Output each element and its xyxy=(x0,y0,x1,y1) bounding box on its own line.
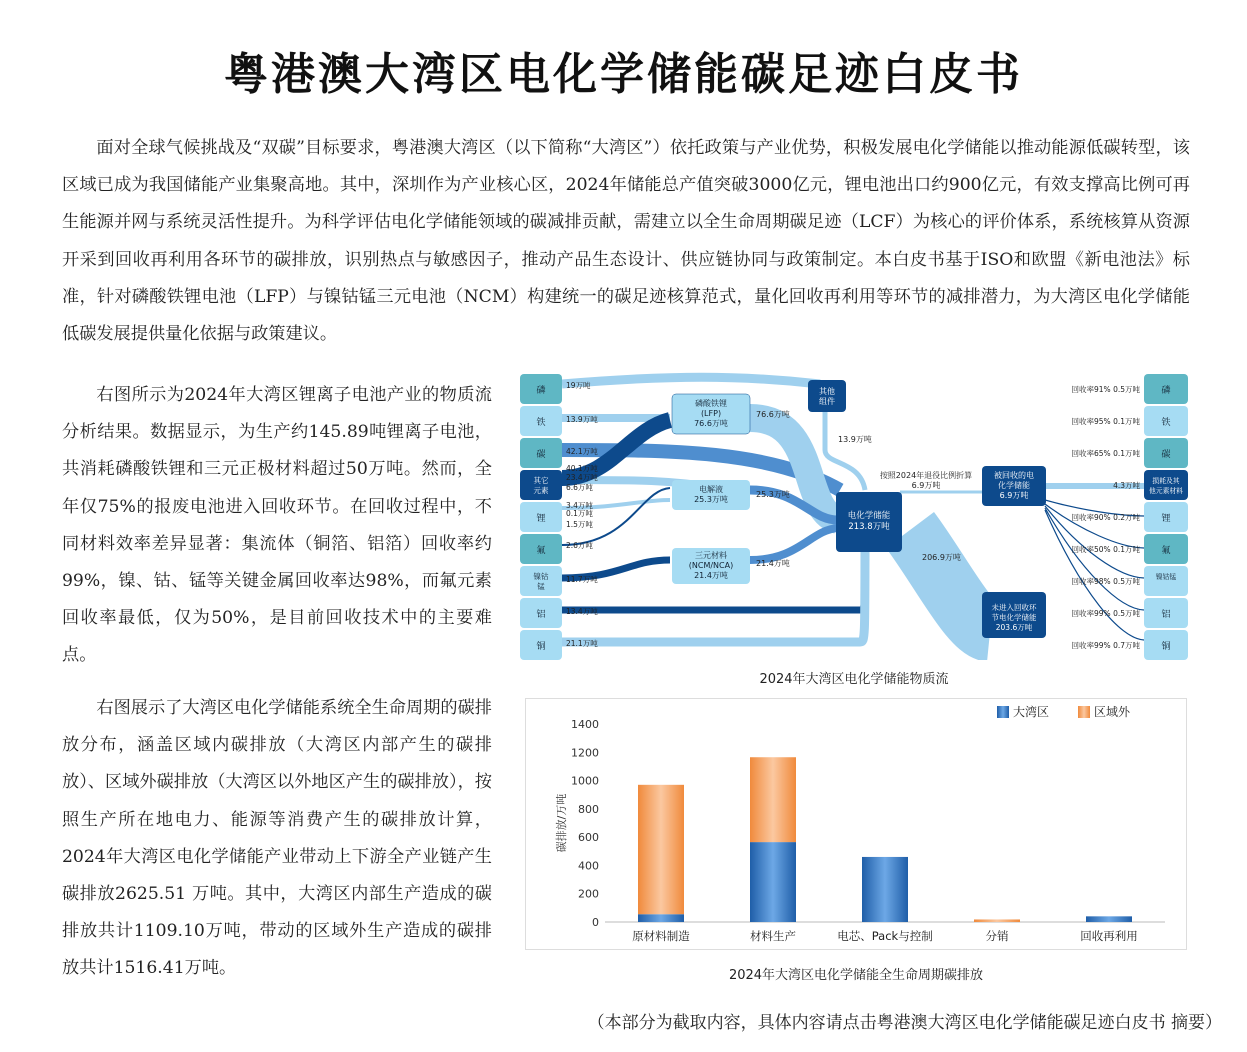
flow-label: 19万吨 xyxy=(566,381,591,390)
flow-label: 11.7万吨 xyxy=(566,575,598,584)
recovery-label: 回收率50% 0.1万吨 xyxy=(1071,545,1140,554)
legend-swatch xyxy=(1078,706,1090,718)
bar-区域外-1 xyxy=(750,757,796,842)
x-tick-label: 原材料制造 xyxy=(632,929,690,943)
svg-text:未进入回收环节电化学储能203.6万吨: 未进入回收环节电化学储能 203.6万吨 xyxy=(991,603,1037,632)
right-node-6 xyxy=(1144,566,1188,596)
bar-区域外-0 xyxy=(638,785,684,914)
lfp-out-label: 76.6万吨 xyxy=(756,410,790,419)
svg-text:电化学储能213.8万吨: 电化学储能 213.8万吨 xyxy=(847,511,891,532)
x-tick-label: 材料生产 xyxy=(750,929,796,943)
intro-paragraph: 面对全球气候挑战及“双碳”目标要求，粤港澳大湾区（以下简称“大湾区”）依托政策与产业优势，积极发展电化学储能以推动能源低碳转型，该区域已成为我国储能产业集聚高地。其中，深圳作为产业核心区，2024年储能总产值突破3000亿元，锂电池出口约900亿元，有效支撑高比例可再生能源并网与系统灵活性提升。为科学评估电化学储能领域的碳减排贡献，需建立以全生命周期碳足迹（LCF）为核心的评价体系，系统核算从资源开采到回收再利用各环节的碳排放，识别热点与敏感因子，推动产品生态设计、供应链协同与政策制定。本白皮书基于ISO和欧盟《新电池法》标准，针对磷酸铁锂电池（LFP）与镍钴锰三元电池（NCM）构建统一的碳足迹核算范式，量化回收再利用等环节的减排潜力，为大湾区电化学储能低碳发展提供量化依据与政策建议。 xyxy=(62,138,1190,345)
not-recycled-flow-label: 206.9万吨 xyxy=(922,553,961,562)
y-tick-label: 1400 xyxy=(571,718,599,731)
right-node-label: 碳 xyxy=(1161,450,1171,460)
left-node-label: 铁 xyxy=(536,418,546,428)
left-node-label: 氟 xyxy=(536,546,546,556)
other-parts-node xyxy=(808,380,846,412)
svg-text:电解液25.3万吨: 电解液 25.3万吨 xyxy=(694,485,728,504)
left-node-label: 镍钴锰 xyxy=(533,572,549,591)
recovery-label: 4.3万吨 xyxy=(1113,481,1140,490)
right-node-3 xyxy=(1144,470,1188,500)
x-tick-label: 分销 xyxy=(985,929,1009,943)
svg-text:其他组件: 其他组件 xyxy=(819,387,835,406)
x-tick-label: 回收再利用 xyxy=(1080,929,1138,943)
flow-label: 23.4万吨 xyxy=(566,473,598,482)
svg-text:磷酸铁锂(LFP)76.6万吨: 磷酸铁锂(LFP) 76.6万吨 xyxy=(694,399,728,428)
legend-swatch xyxy=(997,706,1009,718)
intro-text xyxy=(62,130,1190,353)
other-parts-out-label: 13.9万吨 xyxy=(838,435,872,444)
y-tick-label: 600 xyxy=(578,831,599,845)
svg-text:三元材料(NCM/NCA)21.4万吨: 三元材料(NCM/NCA) 21.4万吨 xyxy=(688,551,734,580)
left-node-label: 磷 xyxy=(536,386,546,396)
left-node-3 xyxy=(520,470,562,500)
flow-label: 0.1万吨 xyxy=(566,509,593,518)
bar-大湾区-4 xyxy=(1086,916,1132,922)
recovery-label: 回收率99% 0.5万吨 xyxy=(1071,609,1140,618)
flow-label: 1.5万吨 xyxy=(566,520,593,529)
y-tick-label: 0 xyxy=(592,916,599,929)
left-node-label: 其它元素 xyxy=(533,476,549,495)
flow-label: 3.4万吨 xyxy=(566,501,593,510)
sankey-caption: 2024年大湾区电化学储能物质流 xyxy=(759,672,949,687)
right-node-label: 磷 xyxy=(1161,386,1171,396)
flow-label: 2.6万吨 xyxy=(566,541,593,550)
flow-label: 42.1万吨 xyxy=(566,447,598,456)
right-node-label: 镍钴锰 xyxy=(1155,573,1177,581)
recovery-label: 回收率90% 0.2万吨 xyxy=(1071,513,1140,522)
material-flow-paragraph: 右图所示为2024年大湾区锂离子电池产业的物质流分析结果。数据显示，为生产约145.89吨锂离子电池，共消耗磷酸铁锂和三元正极材料超过50万吨。然而，全年仅75%的报废电池进入回收环节。在回收过程中，不同材料效率差异显著：集流体（铜箔、铝箔）回收率约99%，镍、钴、锰等关键金属回收率达98%，而氟元素回收率最低，仅为50%，是目前回收技术中的主要难点。 xyxy=(62,385,492,666)
bar-大湾区-2 xyxy=(862,857,908,922)
y-tick-label: 200 xyxy=(578,887,599,901)
y-axis-label: 碳排放/万吨 xyxy=(555,793,568,853)
y-tick-label: 800 xyxy=(578,802,599,816)
page-title: 粤港澳大湾区电化学储能碳足迹白皮书 xyxy=(224,49,1023,100)
bar-区域外-3 xyxy=(974,919,1020,922)
bar-大湾区-0 xyxy=(638,914,684,922)
material-flow-sankey xyxy=(520,370,1188,660)
flow-label: 40.1万吨 xyxy=(566,464,598,473)
right-node-label: 铁 xyxy=(1161,418,1171,428)
retire-note: 按照2024年退役比例折算 6.9万吨 xyxy=(879,471,973,490)
carbon-emission-chart xyxy=(525,698,1187,950)
electrolyte-out-label: 25.3万吨 xyxy=(756,490,790,499)
carbon-emission-paragraph: 右图展示了大湾区电化学储能系统全生命周期的碳排放分布，涵盖区域内碳排放（大湾区内部产生的碳排放）、区域外碳排放（大湾区以外地区产生的碳排放），按照生产所在地电力、能源等消费产生的碳排放计算，2024年大湾区电化学储能产业带动上下游全产业链产生碳排放2625.51 万吨。其中，大湾区内部生产造成的碳排放共计1109.10万吨，带动的区域外生产造成的碳排放共计1516.41万吨。 xyxy=(62,698,492,979)
y-tick-label: 1000 xyxy=(571,774,599,788)
right-node-label: 锂 xyxy=(1161,514,1171,524)
left-node-6 xyxy=(520,566,562,596)
bar-大湾区-1 xyxy=(750,842,796,922)
right-node-label: 损耗及其他元素材料 xyxy=(1149,477,1183,495)
legend-label: 大湾区 xyxy=(1013,705,1050,719)
flow-label: 13.4万吨 xyxy=(566,607,598,616)
recovery-label: 回收率91% 0.5万吨 xyxy=(1071,385,1140,394)
ncm-out-label: 21.4万吨 xyxy=(756,559,790,568)
chart-caption: 2024年大湾区电化学储能全生命周期碳排放 xyxy=(728,968,984,983)
left-node-label: 铝 xyxy=(536,610,546,620)
footer-note[interactable]: （本部分为截取内容，具体内容请点击粤港澳大湾区电化学储能碳足迹白皮书 摘要） xyxy=(587,1013,1222,1033)
recovery-label: 回收率98% 0.5万吨 xyxy=(1071,577,1140,586)
y-tick-label: 1200 xyxy=(571,746,599,760)
svg-text:被回收的电化学储能6.9万吨: 被回收的电化学储能 6.9万吨 xyxy=(994,471,1034,500)
recovery-label: 回收率95% 0.1万吨 xyxy=(1071,417,1140,426)
right-node-label: 氟 xyxy=(1161,546,1171,556)
flow-label: 13.9万吨 xyxy=(566,415,598,424)
x-tick-label: 电芯、Pack与控制 xyxy=(837,929,933,943)
carbon-emission-description xyxy=(62,690,492,988)
left-node-label: 锂 xyxy=(536,514,546,524)
recovery-label: 回收率99% 0.7万吨 xyxy=(1071,641,1140,650)
y-tick-label: 400 xyxy=(578,859,599,873)
right-node-label: 铜 xyxy=(1161,642,1171,652)
right-node-label: 铝 xyxy=(1161,610,1171,620)
left-node-label: 碳 xyxy=(536,450,546,460)
flow-label: 6.6万吨 xyxy=(566,483,593,492)
left-node-label: 铜 xyxy=(536,642,546,652)
recovery-label: 回收率65% 0.1万吨 xyxy=(1071,449,1140,458)
material-flow-description xyxy=(62,377,492,675)
legend-label: 区域外 xyxy=(1094,705,1131,719)
flow-label: 21.1万吨 xyxy=(566,639,598,648)
